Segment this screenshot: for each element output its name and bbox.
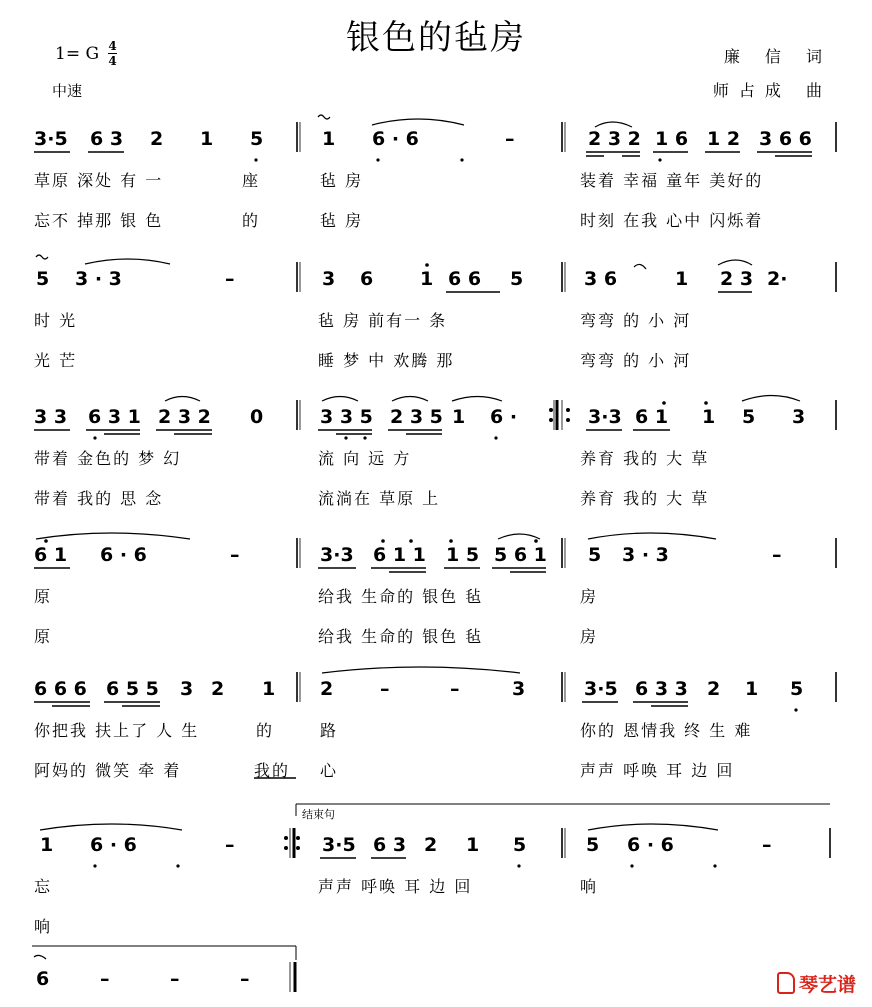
- lyric-segment: 睡 梦 中 欢腾 那: [318, 351, 455, 370]
- note-group: 6 · 6: [627, 834, 674, 856]
- note-group: 6 6 6: [34, 678, 87, 700]
- composer-credit: 师占成 曲: [712, 81, 832, 100]
- note-group: 6 1: [34, 544, 68, 566]
- note-group: 6 3: [373, 834, 407, 856]
- note-group: 3 3 5: [320, 406, 373, 428]
- lyric-segment: 你把我 扶上了 人 生: [34, 721, 200, 740]
- lyric-segment: 阿妈的 微笑 牵 着: [34, 761, 182, 780]
- note-group: 3·5: [584, 678, 618, 700]
- note-group: –: [772, 544, 782, 566]
- meter-top: 4: [108, 39, 117, 53]
- lyric-segment: 给我 生命的 银色 毡: [318, 587, 484, 606]
- lyric-segment: 心: [320, 761, 339, 780]
- note-group: 3 6: [584, 268, 618, 290]
- note-group: 3·3: [320, 544, 354, 566]
- note-group: 1: [675, 268, 689, 290]
- note-group: 3 3: [34, 406, 68, 428]
- note-group: 3·3: [588, 406, 622, 428]
- note-group: 2 3 2: [588, 128, 641, 150]
- lyric-segment: 毡 房 前有一 条: [318, 311, 448, 330]
- lyric-segment: 声声 呼唤 耳 边 回: [580, 761, 735, 780]
- watermark-logo: [777, 970, 856, 997]
- lyric-segment: 装着 幸福 童年 美好的: [580, 171, 764, 190]
- note-group: 2: [424, 834, 438, 856]
- lyric-segment: 路: [320, 721, 339, 740]
- note-group: 3: [512, 678, 526, 700]
- note-group: 0: [250, 406, 264, 428]
- note-group: 5: [250, 128, 264, 150]
- note-group: 1 6: [655, 128, 689, 150]
- key-signature: 1= G: [55, 44, 100, 64]
- note-group: 6 3: [90, 128, 124, 150]
- note-group: 2 3 5: [390, 406, 443, 428]
- note-group: 2: [707, 678, 721, 700]
- note-group: 1: [702, 406, 716, 428]
- meter-bottom: 4: [108, 54, 117, 68]
- note-group: 5: [790, 678, 804, 700]
- note-group: 2 3 2: [158, 406, 211, 428]
- note-group: 1: [745, 678, 759, 700]
- lyric-segment: 原: [34, 627, 53, 646]
- lyric-segment: 养育 我的 大 草: [580, 449, 710, 468]
- lyric-segment: 毡 房: [320, 171, 364, 190]
- lyric-segment: 你的 恩情我 终 生 难: [580, 721, 753, 740]
- lyric-segment: 带着 金色的 梦 幻: [34, 449, 182, 468]
- lyric-segment: 房: [580, 587, 599, 606]
- note-group: 6 · 6: [90, 834, 137, 856]
- note-group: 6 6: [448, 268, 482, 290]
- note-group: 2 3: [720, 268, 754, 290]
- note-group: –: [100, 968, 110, 990]
- note-group: 3 · 3: [75, 268, 122, 290]
- note-group: –: [170, 968, 180, 990]
- lyric-segment: 我的: [254, 761, 291, 780]
- note-group: –: [762, 834, 772, 856]
- note-group: 1: [452, 406, 466, 428]
- note-group: 1: [40, 834, 54, 856]
- note-group: 2: [211, 678, 225, 700]
- watermark-text: 琴艺谱: [798, 974, 856, 996]
- lyric-segment: 弯弯 的 小 河: [580, 311, 692, 330]
- lyric-segment: 给我 生命的 银色 毡: [318, 627, 484, 646]
- lyric-segment: 原: [34, 587, 53, 606]
- lyric-segment: 草原 深处 有 一: [34, 171, 164, 190]
- lyric-segment: 流 向 远 方: [318, 449, 412, 468]
- lyric-segment: 忘: [34, 877, 53, 896]
- note-group: 6 1 1: [373, 544, 426, 566]
- note-group: 3 · 3: [622, 544, 669, 566]
- lyric-segment: 弯弯 的 小 河: [580, 351, 692, 370]
- lyric-segment: 的: [256, 721, 275, 740]
- note-group: 2·: [767, 268, 788, 290]
- lyric-segment: 声声 呼唤 耳 边 回: [318, 877, 473, 896]
- note-group: 6 3 3: [635, 678, 688, 700]
- note-group: 5: [742, 406, 756, 428]
- note-group: 3·5: [322, 834, 356, 856]
- note-group: –: [450, 678, 460, 700]
- note-group: 6 ·: [490, 406, 518, 428]
- note-group: 3: [792, 406, 806, 428]
- note-group: 1: [262, 678, 276, 700]
- song-title: 银色的毡房: [346, 18, 526, 58]
- note-group: 1 2: [707, 128, 741, 150]
- lyric-segment: 毡 房: [320, 211, 364, 230]
- note-group: 1: [200, 128, 214, 150]
- note-group: 3 6 6: [759, 128, 812, 150]
- note-group: 2: [150, 128, 164, 150]
- note-group: 1: [322, 128, 336, 150]
- lyric-segment: 流淌在 草原 上: [318, 489, 441, 508]
- note-group: 2: [320, 678, 334, 700]
- note-group: –: [225, 834, 235, 856]
- note-group: 6 5 5: [106, 678, 159, 700]
- note-group: 6 3 1: [88, 406, 141, 428]
- lyric-segment: 带着 我的 思 念: [34, 489, 164, 508]
- tempo-marking: 中速: [52, 82, 83, 100]
- note-group: –: [240, 968, 250, 990]
- lyricist-credit: 廉 信 词: [723, 47, 832, 66]
- lyric-segment: 的: [242, 211, 261, 230]
- note-group: 1: [466, 834, 480, 856]
- lyric-segment: 座: [242, 171, 261, 190]
- note-group: 3: [180, 678, 194, 700]
- lyric-segment: 时刻 在我 心中 闪烁着: [580, 211, 764, 230]
- note-group: 1 5: [446, 544, 480, 566]
- note-group: 5 6 1: [494, 544, 547, 566]
- note-group: 3: [322, 268, 336, 290]
- note-group: 6 · 6: [100, 544, 147, 566]
- note-group: –: [230, 544, 240, 566]
- note-group: –: [225, 268, 235, 290]
- note-group: 5: [510, 268, 524, 290]
- lyric-segment: 响: [34, 917, 53, 936]
- lyric-segment: 房: [580, 627, 599, 646]
- lyric-segment: 响: [580, 877, 599, 896]
- logo-icon: [777, 972, 795, 994]
- lyric-segment: 光 芒: [34, 351, 78, 370]
- note-group: 5: [36, 268, 50, 290]
- note-group: 6: [360, 268, 374, 290]
- coda-label: 结束句: [302, 808, 335, 821]
- lyric-segment: 时 光: [34, 311, 78, 330]
- note-group: –: [505, 128, 515, 150]
- note-group: 5: [513, 834, 527, 856]
- note-group: 5: [588, 544, 602, 566]
- note-group: –: [380, 678, 390, 700]
- note-group: 5: [586, 834, 600, 856]
- note-group: 3·5: [34, 128, 68, 150]
- lyric-segment: 养育 我的 大 草: [580, 489, 710, 508]
- lyric-segment: 忘不 掉那 银 色: [34, 211, 164, 230]
- note-group: 6 · 6: [372, 128, 419, 150]
- note-group: 6: [36, 968, 50, 990]
- note-group: 1: [420, 268, 434, 290]
- note-group: 6 1: [635, 406, 669, 428]
